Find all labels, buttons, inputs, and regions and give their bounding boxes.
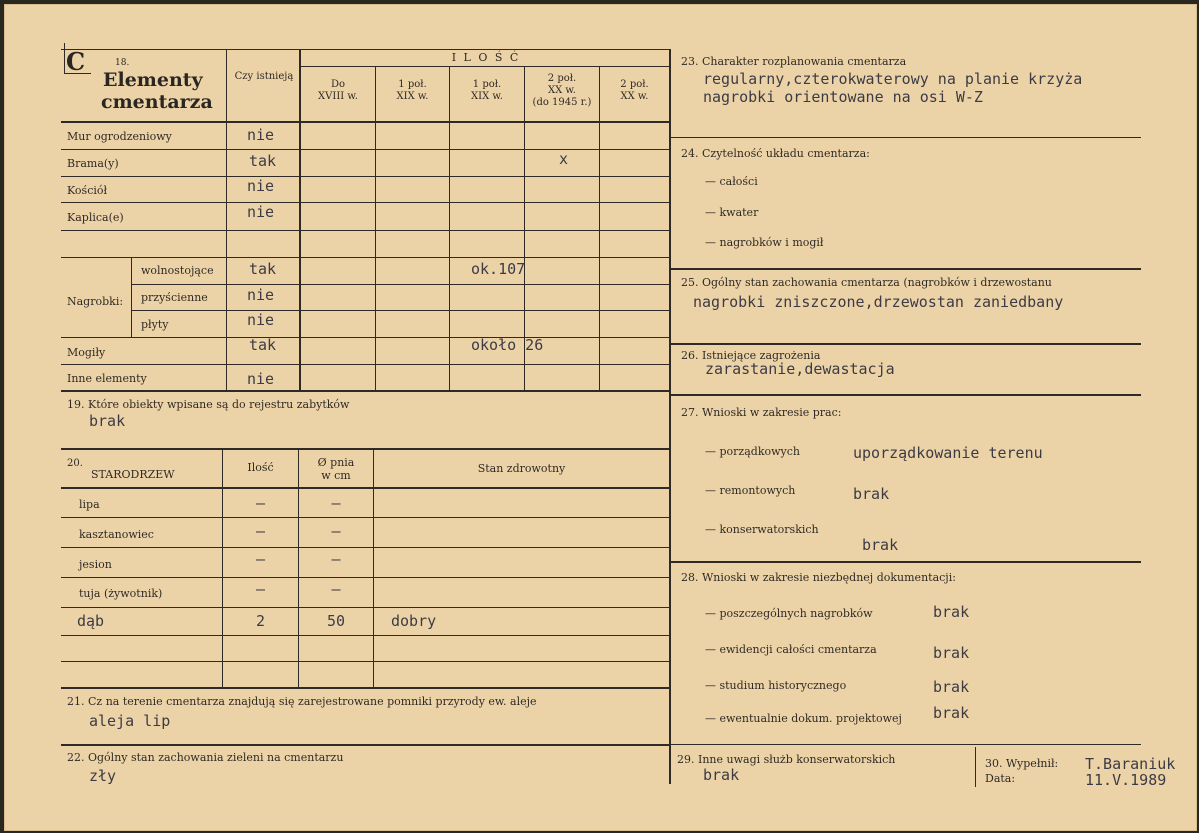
rule	[61, 687, 671, 689]
rule	[975, 747, 976, 787]
rule	[222, 448, 223, 688]
rule	[61, 635, 671, 636]
section-23-value: nagrobki orientowane na osi W-Z	[703, 88, 983, 106]
section-19-label: 19. Które obiekty wpisane są do rejestru zabytków	[67, 398, 350, 411]
rule	[61, 202, 671, 203]
element-label: płyty	[141, 318, 169, 331]
readability-item: — nagrobków i mogił	[705, 236, 824, 249]
element-label: wolnostojące	[141, 264, 214, 277]
section-20-title: STARODRZEW	[91, 468, 175, 481]
section-26-value: zarastanie,dewastacja	[705, 360, 895, 378]
tree-health: dobry	[391, 612, 437, 630]
doc-item-value: brak	[933, 678, 970, 696]
filled-date: 11.V.1989	[1085, 771, 1167, 789]
section-25-value: nagrobki zniszczone,drzewostan zaniedbany	[693, 293, 1064, 311]
rule	[375, 66, 376, 391]
section-23-label: 23. Charakter rozplanowania cmentarza	[681, 55, 907, 68]
rule	[61, 337, 671, 338]
tree-diameter: –	[331, 550, 341, 568]
rule	[131, 257, 132, 337]
element-label: Mogiły	[67, 346, 106, 359]
rule	[61, 744, 671, 746]
rule	[373, 448, 374, 688]
section-22-value: zły	[89, 767, 117, 785]
rule	[61, 547, 671, 548]
tree-count: –	[255, 522, 266, 540]
doc-item-value: brak	[933, 644, 970, 662]
doc-item-label: — studium historycznego	[705, 679, 847, 692]
period-header: 2 poł. XX w. (do 1945 r.)	[532, 73, 592, 108]
element-label: Mur ogrodzeniowy	[67, 130, 172, 143]
col-header-ilosc: Ilość	[247, 461, 274, 474]
doc-item-label: — ewentualnie dokum. projektowej	[705, 712, 902, 725]
tree-diameter: –	[331, 494, 341, 512]
section-19-value: brak	[89, 412, 126, 430]
col-header-czy: Czy istnieją	[234, 71, 294, 82]
doc-item-label: — poszczególnych nagrobków	[705, 607, 873, 620]
filled-by-name: T.Baraniuk	[1085, 755, 1176, 773]
doc-item-value: brak	[933, 603, 970, 621]
tree-diameter: 50	[326, 612, 346, 630]
tree-name: dąb	[77, 612, 105, 630]
element-value: nie	[247, 370, 275, 388]
element-value: nie	[247, 126, 275, 144]
section-24-label: 24. Czytelność układu cmentarza:	[681, 147, 870, 160]
rule	[61, 607, 671, 608]
section-21-value: aleja lip	[89, 712, 171, 730]
readability-item: — całości	[705, 175, 758, 188]
element-value: nie	[247, 177, 275, 195]
rule	[61, 149, 671, 150]
doc-item-label: — ewidencji całości cmentarza	[705, 643, 877, 656]
section-20-number: 20.	[67, 458, 83, 469]
section-26-label: 26. Istniejące zagrożenia	[681, 349, 821, 362]
element-label: przyścienne	[141, 291, 208, 304]
section-29-value: brak	[703, 766, 740, 784]
rule	[61, 448, 671, 450]
rule	[131, 284, 671, 285]
section-29-label: 29. Inne uwagi służb konserwatorskich	[677, 753, 896, 766]
tree-count: 2	[255, 612, 266, 630]
record-card	[4, 4, 1197, 831]
section-22-label: 22. Ogólny stan zachowania zieleni na cmentarzu	[67, 751, 344, 764]
period-header: 1 poł. XIX w.	[396, 79, 429, 102]
readability-item: — kwater	[705, 206, 759, 219]
section-28-label: 28. Wnioski w zakresie niezbędnej dokumentacji:	[681, 571, 956, 584]
rule	[61, 121, 671, 123]
period-header: Do XVIII w.	[318, 79, 358, 102]
element-value: nie	[247, 286, 275, 304]
element-count: ok.107	[471, 260, 526, 278]
column-divider	[669, 49, 671, 784]
rule	[61, 176, 671, 177]
rule	[671, 137, 1141, 138]
rule	[671, 343, 1141, 345]
tree-name: lipa	[79, 498, 100, 511]
section-number: 18.	[115, 58, 130, 68]
rule	[131, 310, 671, 311]
rule	[61, 390, 671, 392]
tree-count: –	[255, 580, 266, 598]
rule	[671, 561, 1141, 563]
tree-diameter: –	[331, 580, 341, 598]
rule	[449, 66, 450, 391]
element-label: Brama(y)	[67, 157, 119, 170]
tree-count: –	[255, 494, 266, 512]
rule	[61, 577, 671, 578]
section-30-label: 30. Wypełnił:	[985, 757, 1059, 770]
section-letter: C	[66, 47, 86, 76]
work-item-value: uporządkowanie terenu	[853, 444, 1043, 462]
element-label: Nagrobki:	[67, 295, 124, 308]
work-item-label: — remontowych	[705, 484, 796, 497]
col-header-pnia: Ø pnia	[317, 456, 355, 469]
section-21-label: 21. Cz na terenie cmentarza znajdują się zarejestrowane pomniki przyrody ew. aleje	[67, 695, 537, 708]
element-value: nie	[247, 311, 275, 329]
col-header-stan: Stan zdrowotny	[477, 462, 566, 475]
element-value: tak	[249, 260, 277, 278]
work-item-label: — konserwatorskich	[705, 523, 819, 536]
element-label: Kościół	[67, 184, 108, 197]
rule	[61, 49, 671, 50]
tree-name: jesion	[79, 558, 112, 571]
tree-name: kasztanowiec	[79, 528, 154, 541]
period-header: 1 poł. XIX w.	[471, 79, 503, 102]
tree-count: –	[255, 550, 266, 568]
rule	[61, 517, 671, 518]
rule	[226, 49, 227, 391]
rule	[61, 257, 671, 258]
rule	[61, 364, 671, 365]
rule	[671, 744, 1141, 745]
element-label: Kaplica(e)	[67, 211, 124, 224]
rule	[61, 661, 671, 662]
section-25-label: 25. Ogólny stan zachowania cmentarza (nagrobków i drzewostanu	[681, 276, 1052, 289]
element-label: Inne elementy	[67, 372, 147, 385]
work-item-value: brak	[862, 536, 899, 554]
element-value: nie	[247, 203, 275, 221]
element-value: tak	[249, 152, 277, 170]
section-30-date-label: Data:	[985, 772, 1016, 785]
col-header-ilosc: I L O Ś Ć	[451, 51, 521, 64]
period-header: 2 poł. XX w.	[620, 79, 649, 102]
rule	[671, 268, 1141, 270]
col-header-pnia: w cm	[321, 469, 351, 482]
rule	[61, 230, 671, 231]
period-mark: x	[559, 150, 569, 168]
doc-item-value: brak	[933, 704, 970, 722]
element-count: około 26	[471, 336, 544, 354]
rule	[61, 487, 671, 489]
rule	[671, 394, 1141, 396]
section-27-label: 27. Wnioski w zakresie prac:	[681, 406, 842, 419]
work-item-value: brak	[853, 485, 890, 503]
work-item-label: — porządkowych	[705, 445, 800, 458]
tree-name: tuja (żywotnik)	[79, 587, 163, 600]
rule	[298, 448, 299, 688]
section-title: Elementy	[103, 69, 203, 91]
section-title: cmentarza	[101, 91, 213, 113]
element-value: tak	[249, 336, 277, 354]
rule	[599, 66, 600, 391]
tree-diameter: –	[331, 522, 341, 540]
section-23-value: regularny,czterokwaterowy na planie krzyża	[703, 70, 1083, 88]
rule	[301, 66, 671, 67]
